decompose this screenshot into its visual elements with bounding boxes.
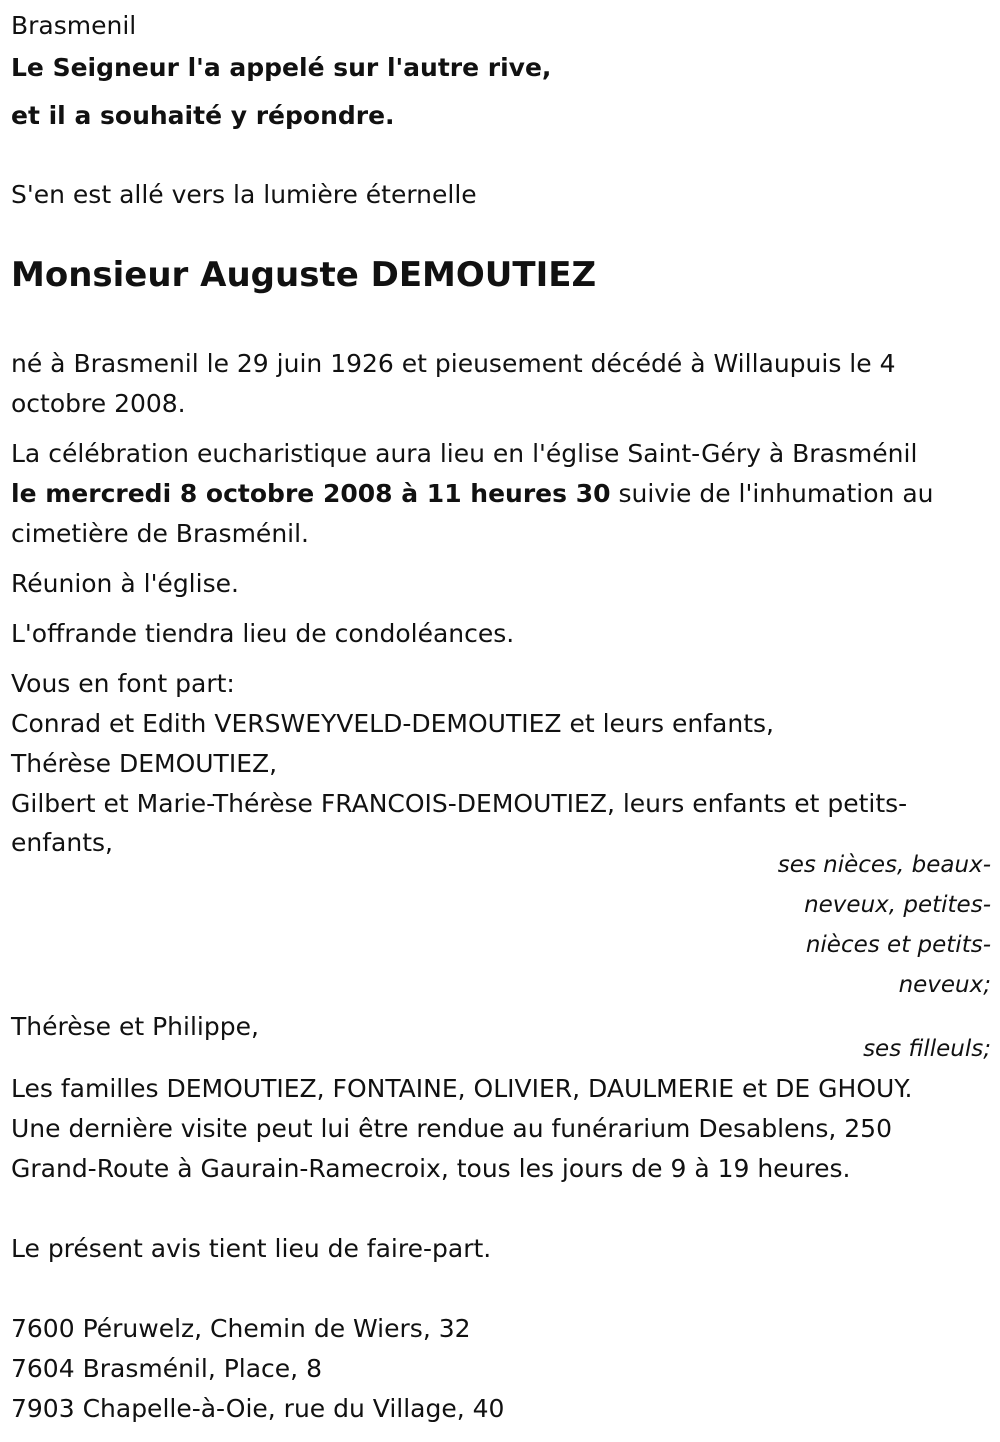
visit-line-2: Grand-Route à Gaurain-Ramecroix, tous les jours de 9 à 19 heures.	[11, 1154, 851, 1183]
ceremony-date: le mercredi 8 octobre 2008 à 11 heures 30	[11, 479, 611, 508]
family-line-5: Les familles DEMOUTIEZ, FONTAINE, OLIVIER, DAULMERIE et DE GHOUY.	[11, 1074, 913, 1103]
address-3: 7903 Chapelle-à-Oie, rue du Village, 40	[11, 1394, 505, 1423]
relation-line-2: neveux, petites-	[804, 892, 991, 918]
verse-line-2: et il a souhaité y répondre.	[11, 101, 395, 130]
family-line-2: Thérèse DEMOUTIEZ,	[11, 749, 278, 778]
notice-text: Le présent avis tient lieu de faire-part.	[11, 1234, 492, 1263]
deceased-name: Monsieur Auguste DEMOUTIEZ	[11, 255, 597, 295]
address-1: 7600 Péruwelz, Chemin de Wiers, 32	[11, 1314, 471, 1343]
relation-line-3: nièces et petits-	[805, 932, 991, 958]
ceremony-burial-text: suivie de l'inhumation au	[610, 479, 934, 508]
birth-death-line-2: octobre 2008.	[11, 389, 186, 418]
intro-text: S'en est allé vers la lumière éternelle	[11, 180, 477, 209]
relation-line-1: ses nièces, beaux-	[777, 852, 991, 878]
offering-text: L'offrande tiendra lieu de condoléances.	[11, 619, 515, 648]
family-line-3a: Gilbert et Marie-Thérèse FRANCOIS-DEMOUTIEZ, leurs enfants et petits-	[11, 789, 908, 818]
family-line-4: Thérèse et Philippe,	[11, 1012, 259, 1041]
ceremony-line-1: La célébration eucharistique aura lieu en l'église Saint-Géry à Brasménil	[11, 439, 918, 468]
visit-line-1: Une dernière visite peut lui être rendue au funérarium Desablens, 250	[11, 1114, 892, 1143]
birth-death-line-1: né à Brasmenil le 29 juin 1926 et pieusement décédé à Willaupuis le 4	[11, 349, 896, 378]
relation-godchildren: ses filleuls;	[863, 1036, 991, 1062]
family-announce: Vous en font part:	[11, 669, 235, 698]
ceremony-line-3: cimetière de Brasménil.	[11, 519, 309, 548]
family-line-1: Conrad et Edith VERSWEYVELD-DEMOUTIEZ et leurs enfants,	[11, 709, 774, 738]
gathering-text: Réunion à l'église.	[11, 569, 239, 598]
family-line-3b: enfants,	[11, 828, 113, 857]
town-heading: Brasmenil	[11, 11, 137, 40]
ceremony-line-2	[11, 481, 934, 506]
verse-line-1: Le Seigneur l'a appelé sur l'autre rive,	[11, 53, 552, 82]
address-2: 7604 Brasménil, Place, 8	[11, 1354, 322, 1383]
relation-line-4: neveux;	[898, 972, 991, 998]
